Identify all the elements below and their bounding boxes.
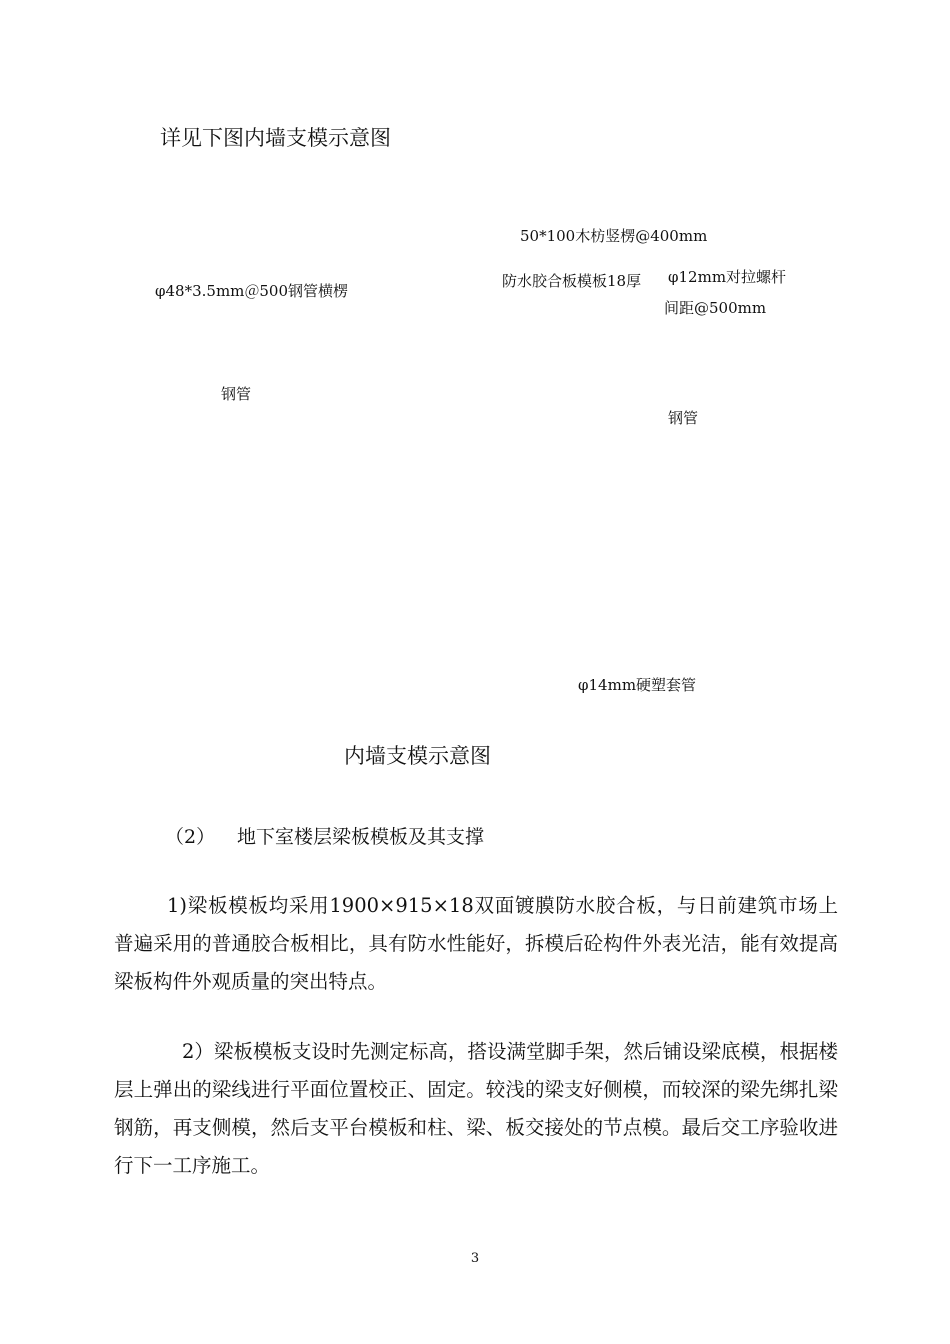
- label-steel-pipe-horizontal: φ48*3.5mm＠500钢管横楞: [155, 282, 349, 300]
- label-tie-bolt: φ12mm对拉螺杆: [668, 268, 787, 286]
- section-heading: [165, 822, 484, 849]
- section-number: （2）: [165, 826, 216, 848]
- label-tie-bolt-spacing: 间距@500mm: [664, 299, 767, 317]
- paragraph-1: 1)梁板模板均采用1900×915×18双面镀膜防水胶合板，与日前建筑市场上普遍采用的普通胶合板相比，具有防水性能好，拆模后砼构件外表光洁，能有效提高梁板构件外观质量的突出特点。: [114, 893, 838, 993]
- section-title: 地下室楼层梁板模板及其支撑: [237, 826, 485, 848]
- label-steel-pipe-left: 钢管: [221, 385, 252, 403]
- page-number: 3: [470, 1251, 480, 1266]
- label-timber-stud: 50*100木枋竖楞@400mm: [520, 227, 708, 245]
- label-steel-pipe-right: 钢管: [668, 409, 699, 427]
- label-plywood: 防水胶合板模板18厚: [502, 272, 642, 290]
- paragraph-2: 2）梁板模板支设时先测定标高，搭设满堂脚手架，然后铺设梁底模，根据楼层上弹出的梁线进行平面位置校正、固定。较浅的梁支好侧模，而较深的梁先绑扎梁钢筋，再支侧模，然后支平台模板和柱、梁、板交接处的节点模。最后交工序验收进行下一工序施工。: [114, 1039, 838, 1177]
- label-pvc-sleeve: φ14mm硬塑套管: [578, 676, 697, 694]
- diagram-caption: 内墙支模示意图: [344, 744, 491, 768]
- intro-text: 详见下图内墙支模示意图: [160, 126, 391, 150]
